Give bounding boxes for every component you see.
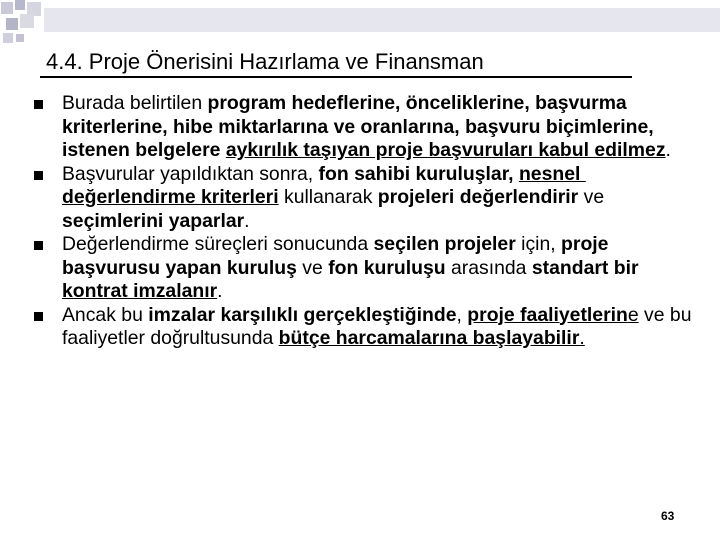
text-run: standart bir (531, 256, 644, 279)
text-run: projeleri değerlendirir (377, 186, 579, 208)
bullet-text (62, 163, 692, 234)
bullet-text (62, 92, 692, 163)
text-run: ve (296, 256, 329, 279)
page-number: 63 (661, 509, 675, 523)
text-run: bütçe harcamalarına başlayabilir (278, 327, 580, 349)
text-run: imzalar karşılıklı gerçekleştiğinde (148, 303, 457, 326)
text-run: Ancak bu (62, 303, 149, 326)
text-run: kullanarak (278, 186, 378, 208)
text-run: proje faaliyetlerin (467, 303, 628, 326)
text-run: e (627, 303, 639, 326)
slide-title: 4.4. Proje Önerisini Hazırlama ve Finansman (46, 49, 484, 74)
text-run: . (665, 139, 671, 161)
text-run: ve (578, 186, 610, 208)
square-bullet-icon (34, 241, 43, 250)
text-run: . (579, 327, 585, 349)
bullet-text (62, 303, 697, 351)
bullet-text (62, 233, 692, 304)
text-run: Başvurular yapıldıktan sonra, (62, 162, 319, 185)
bullet-item (0, 92, 692, 163)
bullet-item (0, 303, 697, 351)
title-underline (40, 76, 632, 78)
text-run: nesnel değerlendirme kriterleri (62, 162, 586, 208)
bullet-item (0, 233, 692, 304)
text-run: seçilen projeler (373, 233, 516, 255)
corner-squares-decoration (1, 0, 41, 43)
text-run: arasında (445, 256, 532, 279)
text-run: . (217, 280, 223, 302)
bullet-item (0, 163, 692, 234)
square-bullet-icon (34, 100, 43, 109)
text-run: fon kuruluşu (328, 256, 446, 279)
text-run: kontrat imzalanır (62, 280, 218, 302)
text-run: proje başvurusu yapan kuruluş (62, 233, 614, 279)
header-gradient-bar (44, 8, 720, 32)
text-run: , (456, 303, 468, 326)
bullet-list (0, 92, 720, 351)
text-run: seçimlerini yaparlar (62, 209, 245, 232)
square-bullet-icon (34, 171, 43, 180)
text-run: aykırılık taşıyan proje başvuruları kabul edilmez (225, 139, 666, 161)
text-run: ve bu faaliyetler doğrultusunda (62, 303, 697, 349)
text-run: için, (515, 233, 562, 255)
text-run: Burada belirtilen (62, 92, 208, 114)
text-run: Değerlendirme süreçleri sonucunda (62, 233, 374, 255)
text-run: . (244, 209, 250, 232)
text-run: program hedeflerine, önceliklerine, başvurma kriterlerine, hibe miktarlarına ve oranlarına, başvuru biçimlerine, istenen belgelere (62, 92, 660, 161)
square-bullet-icon (34, 312, 43, 321)
text-run: fon sahibi kuruluşlar, (318, 162, 514, 185)
